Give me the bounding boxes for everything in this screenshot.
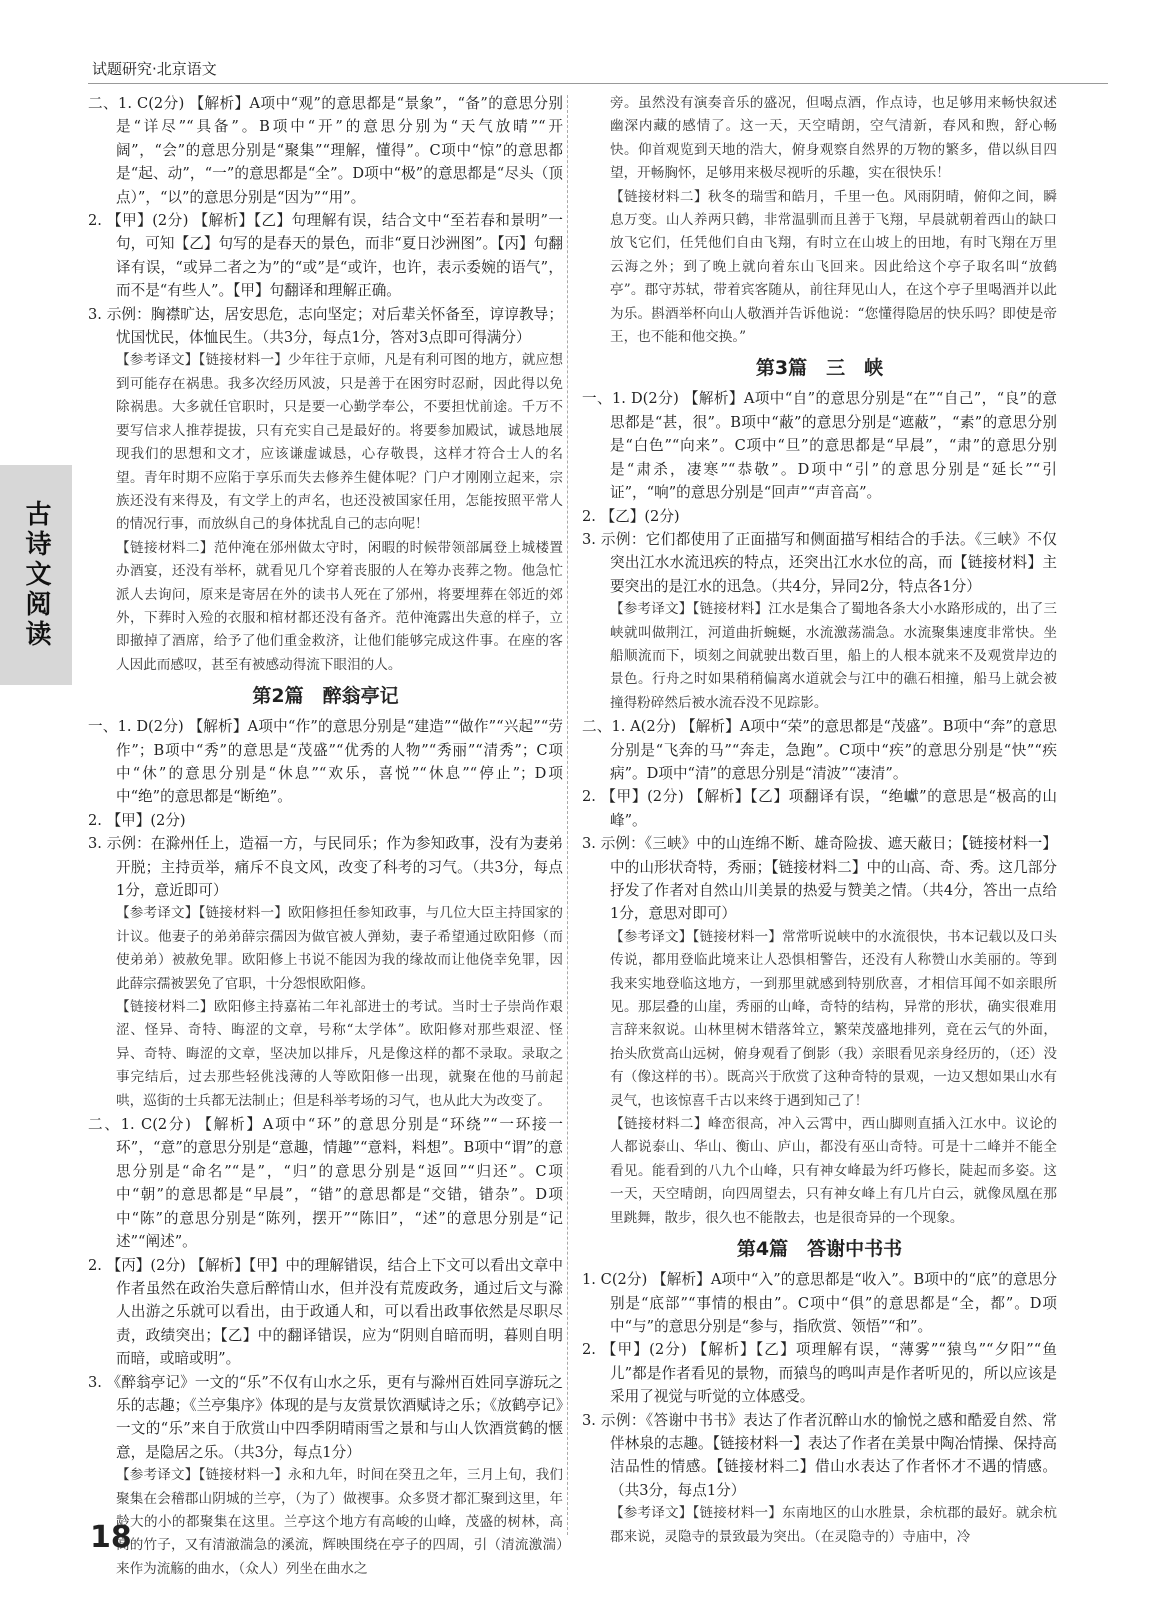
answer-item: 3. 示例：《答谢中书书》表达了作者沉醉山水的愉悦之感和酷爱自然、常伴林泉的志趣。【链接材料一】表达了作者在美景中陶冶情操、保持高洁品性的情感。【链接材料二】借山水表达了作者怀才不遇的情感。（共3分，每点1分） [582, 1411, 1057, 1499]
answer-item: 2. 【丙】(2分) 【解析】【甲】中的理解错误，结合上下文可以看出文章中作者虽然在政治失意后醉情山水，但并没有荒废政务，通过后文与滁人出游之乐就可以看出，由于政通人和，可以看出政事依然是尽职尽责，政绩突出；【乙】中的翻译错误，应为“阴则自暗而明，暮则自明而暗，或暗或明”。 [88, 1256, 563, 1368]
translation-paragraph: 【参考译文】【链接材料一】欧阳修担任参知政事，与几位大臣主持国家的计议。他妻子的弟弟薛宗孺因为做官被人弹劾，妻子希望通过欧阳修（而使弟弟）被赦免罪。欧阳修上书说不能因为我的缘故而让他侥幸免罪，因此薛宗孺被罢免了官职，十分怨恨欧阳修。 [116, 905, 563, 992]
translation-paragraph: 【参考译文】【链接材料】江水是集合了蜀地各条大小水路形成的，出了三峡就叫做荆江，河道曲折蜿蜒，水流激荡湍急。水流聚集速度非常快。坐船顺流而下，顷刻之间就驶出数百里，船上的人根本就来不及观赏岸边的景色。行舟之时如果稍稍偏离水道就会与江中的礁石相撞，船马上就会被撞得粉碎然后被水流吞没不见踪影。 [610, 601, 1057, 711]
section-title: 第3篇 三 峡 [755, 357, 884, 380]
section-tab: 古诗文阅读 [0, 465, 72, 685]
left-column [88, 92, 563, 1581]
answer-item: 2. 【甲】(2分) 【解析】【乙】项翻译有误，“绝巘”的意思是“极高的山峰”。 [582, 788, 1057, 829]
translation-paragraph: 【参考译文】【链接材料一】常常听说峡中的水流很快，书本记载以及口头传说，都用登临此境来让人恐惧相警告，还没有人称赞山水美丽的。等到我来实地登临这地方，一到那里就感到特别欣喜，才相信耳闻不如亲眼所见。那层叠的山崖，秀丽的山峰，奇特的结构，异常的形状，确实很难用言辞来叙说。山林里树木错落耸立，繁荣茂盛地排列，竟在云气的外面，抬头欣赏高山远树，俯身观看了倒影（我）亲眼看见亲身经历的，（还）没有（像这样的书）。既高兴于欣赏了这种奇特的景观，一边又想如果山水有灵气，也该惊喜千古以来终于遇到知己了！ [610, 928, 1057, 1109]
answer-item: 2. 【甲】(2分) 【解析】【乙】项理解有误，“薄雾”“猿鸟”“夕阳”“鱼儿”都是作者看见的景物，而猿鸟的鸣叫声是作者听见的，所以应该是采用了视觉与听觉的立体感受。 [582, 1341, 1057, 1406]
header-rule [88, 83, 1108, 84]
translation-paragraph: 旁。虽然没有演奏音乐的盛况，但喝点酒，作点诗，也足够用来畅快叙述幽深内藏的感情了。这一天，天空晴朗，空气清新，春风和煦，舒心畅快。仰首观览到天地的浩大，俯身观察自然界的万物的繁多，借以纵目四望，开畅胸怀，足够用来极尽视听的乐趣，实在很快乐！ [610, 95, 1057, 182]
translation-paragraph: 【参考译文】【链接材料一】永和九年，时间在癸丑之年，三月上旬，我们聚集在会稽郡山阴城的兰亭，（为了）做禊事。众多贤才都汇聚到这里，年龄大的小的都聚集在这里。兰亭这个地方有高峻的山峰，茂盛的树林，高高的竹子，又有清澈湍急的溪流，辉映围绕在亭子的四周，引（清流激湍）来作为流觞的曲水，（众人）列坐在曲水之 [116, 1467, 563, 1577]
answer-item: 一、1. D(2分) 【解析】A项中“作”的意思分别是“建造”“做作”“兴起”“劳作”；B项中“秀”的意思是“茂盛”“优秀的人物”“秀丽”“清秀”；C项中“休”的意思分别是“休息”“欢乐，喜悦”“休息”“停止”；D项中“绝”的意思都是“断绝”。 [88, 718, 563, 806]
translation-paragraph: 【链接材料二】峰峦很高，冲入云霄中，西山脚则直插入江水中。议论的人都说泰山、华山、衡山、庐山，都没有巫山奇特。可是十二峰并不能全看见。能看到的八九个山峰，只有神女峰最为纤巧修长，陡起而多姿。这一天，天空晴朗，向四周望去，只有神女峰上有几片白云，就像凤凰在那里跳舞，散步，很久也不能散去，也是很奇异的一个现象。 [610, 1116, 1057, 1226]
answer-item: 1. C(2分) 【解析】A项中“入”的意思都是“收入”。B项中的“底”的意思分别是“底部”“事情的根由”。C项中“俱”的意思都是“全，都”。D项中“与”的意思分别是“参与，指欣赏、领悟”“和”。 [582, 1271, 1057, 1335]
section-title: 第4篇 答谢中书书 [736, 1238, 903, 1261]
right-column [582, 92, 1057, 1549]
translation-paragraph: 【链接材料二】秋冬的瑞雪和皓月，千里一色。风雨阴晴，俯仰之间，瞬息万变。山人养两只鹤，非常温驯而且善于飞翔，早晨就朝着西山的缺口放飞它们，任凭他们自由飞翔，有时立在山坡上的田地，有时飞翔在万里云海之外；到了晚上就向着东山飞回来。因此给这个亭子取名叫“放鹤亭”。郡守苏轼，带着宾客随从，前往拜见山人，在这个亭子里喝酒并以此为乐。斟酒举杯向山人敬酒并告诉他说：“您懂得隐居的快乐吗？即使是帝王，也不能和他交换。” [610, 188, 1057, 346]
answer-item: 2. 【乙】(2分) [582, 507, 680, 525]
answer-item: 2. 【甲】(2分) 【解析】【乙】句理解有误，结合文中“至若春和景明”一句，可知【乙】句写的是春天的景色，而非“夏日沙洲图”。【丙】句翻译有误，“或异二者之为”的“或”是“或许，也许，表示委婉的语气”，而不是“有些人”。【甲】句翻译和理解正确。 [88, 212, 563, 300]
section-title: 第2篇 醉翁亭记 [252, 685, 399, 708]
answer-item: 一、1. D(2分) 【解析】A项中“自”的意思分别是“在”“自己”，“良”的意思都是“甚，很”。B项中“蔽”的意思分别是“遮蔽”，“素”的意思分别是“白色”“向来”。C项中“旦”的意思都是“早晨”，“肃”的意思分别是“肃杀，凄寒”“恭敬”。D项中“引”的意思分别是“延长”“引证”，“响”的意思分别是“回声”“声音高”。 [582, 390, 1057, 502]
column-divider [567, 95, 568, 1535]
answer-item: 二、1. A(2分) 【解析】A项中“荣”的意思都是“茂盛”。B项中“奔”的意思分别是“飞奔的马”“奔走，急跑”。C项中“疾”的意思分别是“快”“疾病”。D项中“清”的意思分别是“清波”“凄清”。 [582, 718, 1057, 782]
answer-item: 二、1. C(2分) 【解析】A项中“观”的意思都是“景象”，“备”的意思分别是“详尽”“具备”。B项中“开”的意思分别为“天气放晴”“开阔”，“会”的意思分别是“聚集”“理解，懂得”。C项中“惊”的意思都是“起、动”，“一”的意思都是“全”。D项中“极”的意思都是“尽头（顶点）”，“以”的意思分别是“因为”“用”。 [88, 95, 563, 206]
page-number: 18 [90, 1520, 132, 1555]
translation-paragraph: 【参考译文】【链接材料一】东南地区的山水胜景，余杭郡的最好。就余杭郡来说，灵隐寺的景致最为突出。（在灵隐寺的）寺庙中，冷 [610, 1505, 1057, 1545]
answer-item: 二、1. C(2分) 【解析】A项中“环”的意思分别是“环绕”“一环接一环”，“意”的意思分别是“意趣，情趣”“意料，料想”。B项中“谓”的意思分别是“命名”“是”，“归”的意思分别是“返回”“归还”。C项中“朝”的意思都是“早晨”，“错”的意思都是“交错，错杂”。D项中“陈”的意思分别是“陈列，摆开”“陈旧”，“述”的意思分别是“记述”“阐述”。 [88, 1116, 563, 1251]
answer-item: 3. 示例：胸襟旷达，居安思危，志向坚定；对后辈关怀备至，谆谆教导；忧国忧民，体恤民生。（共3分，每点1分，答对3点即可得满分） [88, 305, 563, 347]
translation-paragraph: 【链接材料二】范仲淹在邠州做太守时，闲暇的时候带领部属登上城楼置办酒宴，还没有举杯，就看见几个穿着丧服的人在筹办丧葬之物。他急忙派人去询问，原来是寄居在外的读书人死在了邠州，将要埋葬在邻近的郊外，下葬时入殓的衣服和棺材都还没有备齐。范仲淹露出失意的样子，立即撤掉了酒席，给予了他们重金救济，让他们能够完成这件事。在座的客人因此而感叹，甚至有被感动得流下眼泪的人。 [116, 539, 563, 673]
running-header: 试题研究·北京语文 [92, 60, 217, 78]
answer-item: 3. 示例：它们都使用了正面描写和侧面描写相结合的手法。《三峡》不仅突出江水水流迅疾的特点，还突出江水水位的高，而【链接材料】主要突出的是江水的迅急。（共4分，异同2分，特点各1分） [582, 530, 1057, 595]
translation-paragraph: 【参考译文】【链接材料一】少年往于京师，凡是有利可图的地方，就应想到可能存在祸患。我多次经历风波，只是善于在困穷时忍耐，因此得以免除祸患。大多就任官职时，只是要一心勤学奉公，不要担忧前途。千万不要写信求人推荐提拔，只有充实自己是最好的。将要参加殿试，诚恳地展现我们的思想和文才，应该谦虚诚恳，心存敬畏，这样才符合士人的名望。青年时期不应陷于享乐而失去修养生健体呢？门户才刚刚立起来，宗族还没有来得及，有文学上的声名，也还没被国家任用，怎能按照平常人的情况行事，而放纵自己的身体扰乱自己的志向呢！ [116, 352, 563, 533]
answer-item: 3. 示例：在滁州任上，造福一方，与民同乐；作为参知政事，没有为妻弟开脱；主持贡举，痛斥不良文风，改变了科考的习气。（共3分，每点1分，意近即可） [88, 835, 563, 899]
answer-item: 3. 《醉翁亭记》一文的“乐”不仅有山水之乐，更有与滁州百姓同享游玩之乐的志趣；《兰亭集序》体现的是与友赏景饮酒赋诗之乐；《放鹤亭记》一文的“乐”来自于欣赏山中四季阴晴雨雪之景和与山人饮酒赏鹤的惬意，是隐居之乐。（共3分，每点1分） [88, 1373, 563, 1461]
answer-item: 2. 【甲】(2分) [88, 811, 186, 829]
answer-item: 3. 示例：《三峡》中的山连绵不断、雄奇险拔、遮天蔽日；【链接材料一】中的山形状奇特，秀丽；【链接材料二】中的山高、奇、秀。这几部分抒发了作者对自然山川美景的热爱与赞美之情。（共4分，答出一点给1分，意思对即可） [582, 835, 1057, 923]
translation-paragraph: 【链接材料二】欧阳修主持嘉祐二年礼部进士的考试。当时士子崇尚作艰涩、怪异、奇特、晦涩的文章，号称“太学体”。欧阳修对那些艰涩、怪异、奇特、晦涩的文章，坚决加以排斥，凡是像这样的都不录取。录取之事完结后，过去那些轻佻浅薄的人等欧阳修一出现，就聚在他的马前起哄，巡街的士兵都无法制止；但是科举考场的习气，也从此大为改变了。 [116, 999, 563, 1109]
